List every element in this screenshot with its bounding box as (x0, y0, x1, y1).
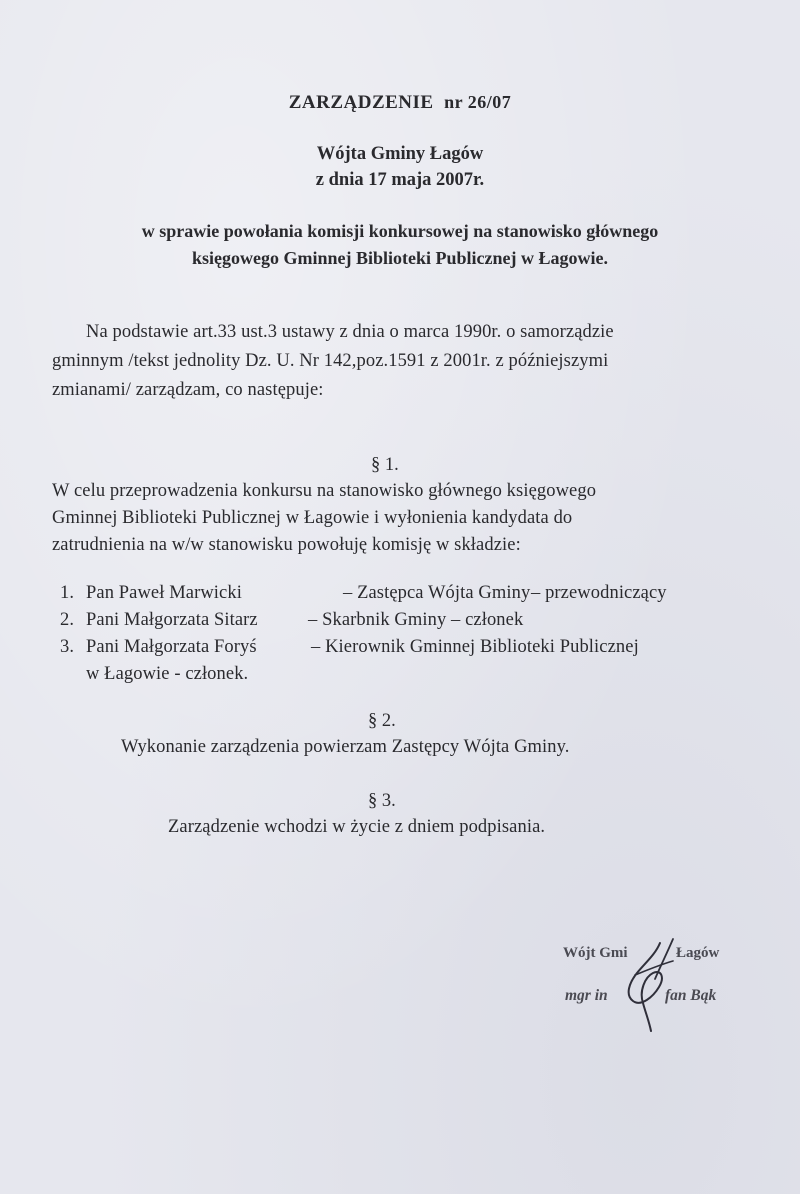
stamp-line-1-left: Wójt Gmi (563, 945, 628, 961)
section-3-marker: § 3. (368, 791, 396, 811)
issuing-authority: Wójta Gminy Łagów (316, 144, 484, 164)
subject-line-2: księgowego Gminnej Biblioteki Publicznej w Łagowie. (192, 248, 608, 268)
section-2-marker: § 2. (368, 711, 396, 731)
legal-basis-line-1: Na podstawie art.33 ust.3 ustawy z dnia o marca 1990r. o samorządzie (86, 322, 614, 342)
member-3-role: – Kierownik Gminnej Biblioteki Publicznej (311, 637, 639, 657)
section-3-text: Zarządzenie wchodzi w życie z dniem podpisania. (168, 817, 546, 837)
member-2-number: 2. (60, 610, 75, 630)
section-2-text: Wykonanie zarządzenia powierzam Zastępcy Wójta Gminy. (121, 737, 570, 757)
stamp-line-2-left: mgr in (565, 987, 608, 1004)
document-title (0, 92, 800, 114)
title-word: ZARZĄDZENIE (288, 92, 434, 113)
member-1-name: Pan Paweł Marwicki (86, 583, 242, 603)
member-1-function: – przewodniczący (531, 583, 667, 603)
legal-basis-line-2: gminnym /tekst jednolity Dz. U. Nr 142,poz.1591 z 2001r. z późniejszymi (52, 351, 609, 371)
member-3-continuation: w Łagowie - członek. (86, 664, 249, 684)
title-number: nr 26/07 (444, 92, 512, 112)
stamp-line-1-right: Łagów (676, 945, 720, 961)
document-date: z dnia 17 maja 2007r. (315, 170, 485, 190)
member-2-role: – Skarbnik Gminy – członek (308, 610, 524, 630)
stamp-line-2 (565, 987, 717, 1005)
stamp-line-2-right: fan Bąk (665, 987, 717, 1004)
member-1-role: – Zastępca Wójta Gminy (343, 583, 531, 603)
member-2-name: Pani Małgorzata Sitarz (86, 610, 258, 630)
legal-basis-line-3: zmianami/ zarządzam, co następuje: (52, 380, 324, 400)
member-3-number: 3. (60, 637, 75, 657)
section-1-line-3: zatrudnienia na w/w stanowisku powołuję komisję w składzie: (52, 535, 521, 555)
section-1-marker: § 1. (371, 455, 399, 475)
member-3-name: Pani Małgorzata Foryś (86, 637, 257, 657)
section-1-line-1: W celu przeprowadzenia konkursu na stanowisko głównego księgowego (52, 481, 597, 501)
member-1-number: 1. (60, 583, 75, 603)
section-1-line-2: Gminnej Biblioteki Publicznej w Łagowie i wyłonienia kandydata do (52, 508, 573, 528)
handwritten-signature (615, 935, 685, 1035)
subject-line-1: w sprawie powołania komisji konkursowej na stanowisko głównego (141, 221, 659, 241)
